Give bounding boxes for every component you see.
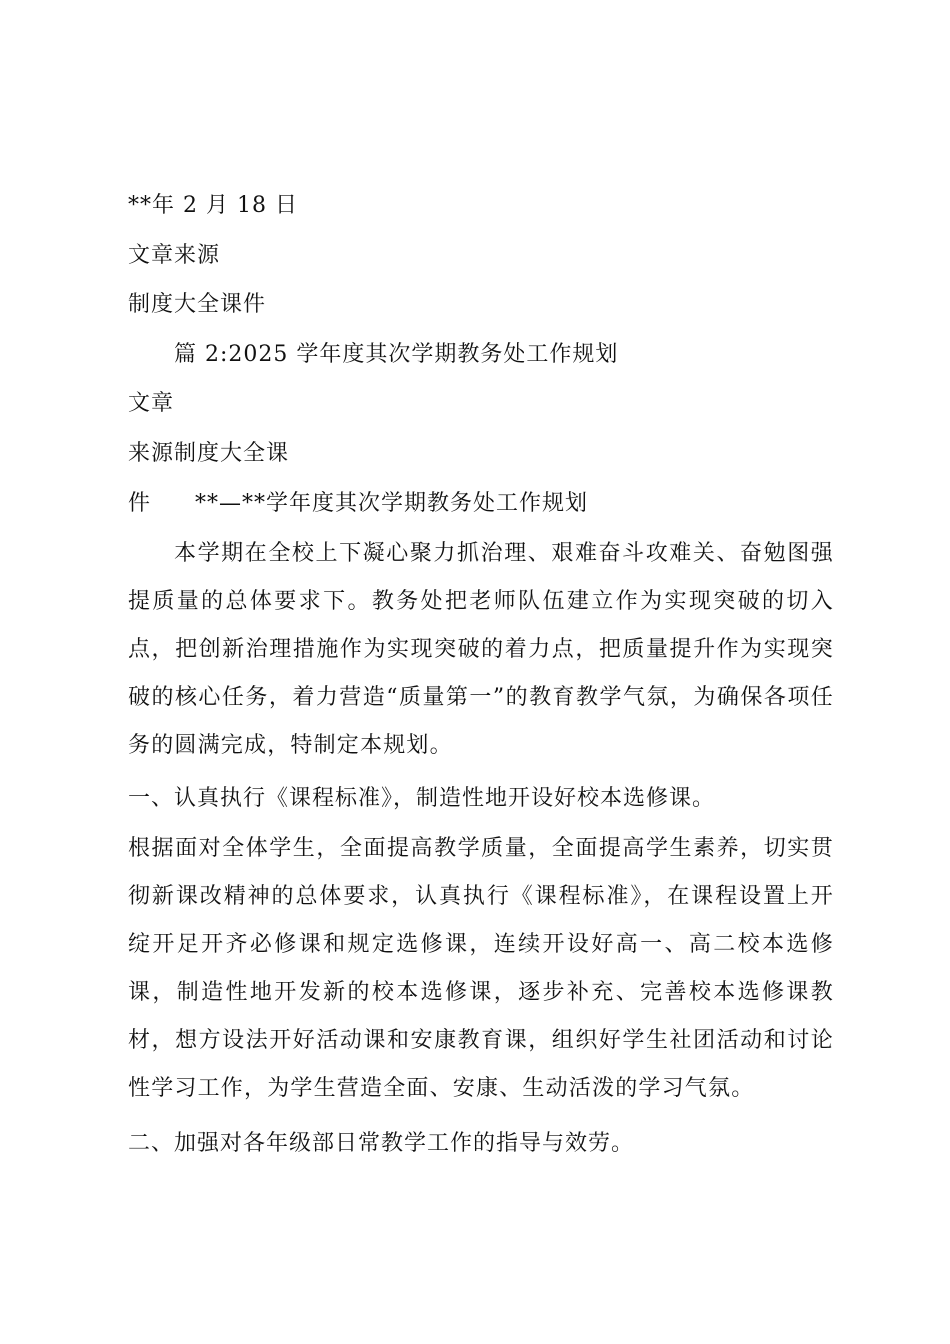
- heading-2: 二、加强对各年级部日常教学工作的指导与效劳。: [128, 1131, 635, 1156]
- source-label-2: 制度大全课件: [128, 292, 267, 317]
- header-fragment-2: 来源制度大全课: [128, 441, 290, 466]
- source-label-1: 文章来源: [128, 243, 221, 268]
- intro-paragraph: 本学期在全校上下凝心聚力抓治理、艰难奋斗攻难关、奋勉图强提质量的总体要求下。教务处把老师队伍建立作为实现突破的切入点，把创新治理措施作为实现突破的着力点，把质量提升作为实现突破的核心任务，着力营造“质量第一”的教育教学气氛，为确保各项任务的圆满完成，特制定本规划。: [128, 541, 834, 758]
- section-title: 篇 2:2025 学年度其次学期教务处工作规划: [174, 342, 619, 367]
- header-fragment-1: 文章: [128, 391, 175, 416]
- header-fragment-3: [128, 489, 588, 519]
- date-line: **年 2 月 18 日: [128, 193, 298, 218]
- header-fragment-3-prefix: 件: [128, 491, 152, 516]
- heading-1: 一、认真执行《课程标准》，制造性地开设好校本选修课。: [128, 786, 716, 811]
- header-fragment-3-title: **—**学年度其次学期教务处工作规划: [195, 491, 589, 516]
- paragraph-1: 根据面对全体学生，全面提高教学质量，全面提高学生素养，切实贯彻新课改精神的总体要求，认真执行《课程标准》，在课程设置上开绽开足开齐必修课和规定选修课，连续开设好高一、高二校本选修课，制造性地开发新的校本选修课，逐步补充、完善校本选修课教材，想方设法开好活动课和安康教育课，组织好学生社团活动和讨论性学习工作，为学生营造全面、安康、生动活泼的学习气氛。: [128, 836, 834, 1101]
